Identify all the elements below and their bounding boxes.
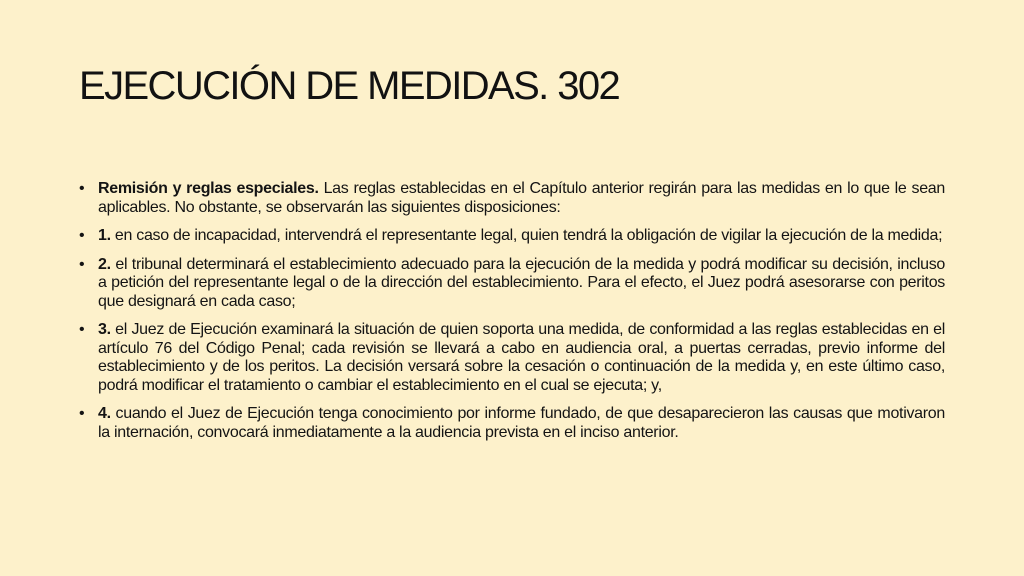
list-item (79, 256, 945, 312)
item-lead: Remisión y reglas especiales. (98, 180, 319, 197)
bullet-icon: • (79, 255, 85, 273)
bullet-list (79, 180, 945, 452)
list-item (79, 180, 945, 217)
list-item (79, 405, 945, 442)
slide-title: EJECUCIÓN DE MEDIDAS. 302 (79, 64, 620, 108)
item-lead: 3. (98, 321, 111, 338)
item-lead: 1. (98, 227, 111, 244)
item-text: Las reglas establecidas en el Capítulo anterior regirán para las medidas en lo que le sean aplicables. No obstante, se observarán las siguientes disposiciones: (98, 180, 946, 216)
bullet-icon: • (79, 405, 85, 422)
item-lead: 2. (98, 255, 111, 273)
bullet-icon: • (79, 180, 85, 197)
item-text: el tribunal determinará el establecimiento adecuado para la ejecución de la medida y podrá modificar su decisión, incluso a petición del representante legal o de la dirección del establecimiento. Para el efecto, el Juez podrá asesorarse con peritos que designará en cada caso; (98, 255, 945, 310)
bullet-icon: • (79, 321, 85, 338)
bullet-icon: • (79, 227, 85, 244)
item-text: cuando el Juez de Ejecución tenga conocimiento por informe fundado, de que desaparecieron las causas que motivaron la internación, convocará inmediatamente a la audiencia prevista en el inciso anterior. (98, 405, 945, 441)
list-item (79, 321, 945, 395)
item-lead: 4. (98, 405, 111, 422)
item-text: el Juez de Ejecución examinará la situación de quien soporta una medida, de conformidad a las reglas establecidas en el artículo 76 del Código Penal; cada revisión se llevará a cabo en audiencia oral, a puertas cerradas, previo informe del establecimiento y de los peritos. La decisión versará sobre la cesación o continuación de la medida y, en este último caso, podrá modificar el tratamiento o cambiar el establecimiento en el cual se ejecuta; y, (98, 321, 945, 394)
list-item (79, 227, 945, 246)
item-text: en caso de incapacidad, intervendrá el representante legal, quien tendrá la obligación de vigilar la ejecución de la medida; (110, 227, 943, 244)
